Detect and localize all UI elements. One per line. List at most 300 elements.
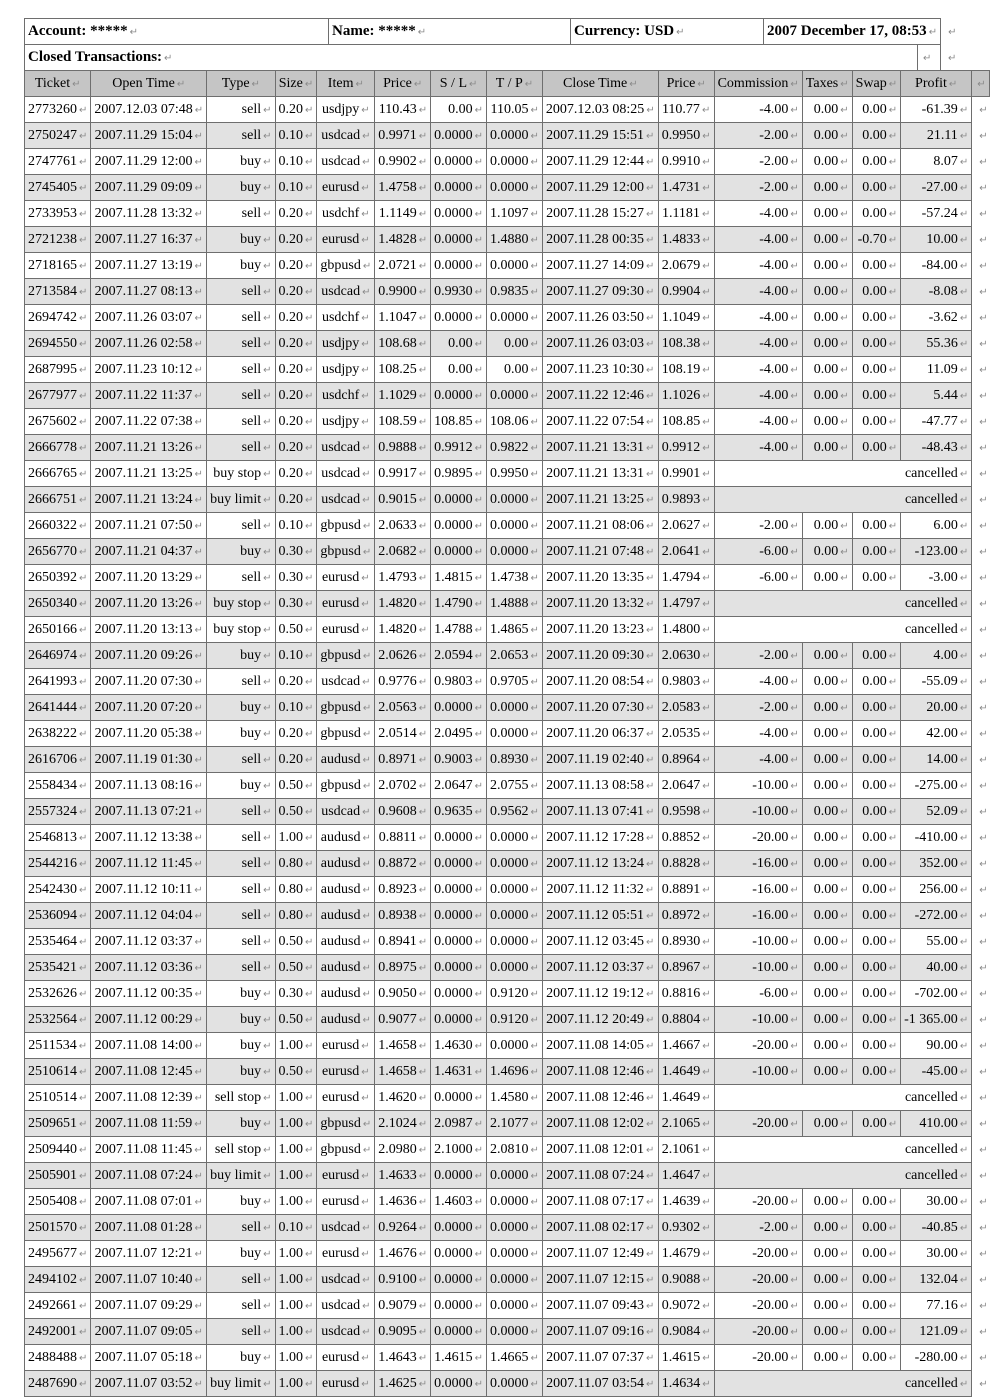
cell-ticket: 2532626 ↵	[25, 981, 91, 1007]
cell-end-marker: ↵	[194, 156, 203, 168]
cell-end-marker: ↵	[888, 234, 898, 246]
cell-end-marker: ↵	[194, 1170, 203, 1182]
cell-end-marker: ↵	[979, 364, 988, 376]
cell-size: 0.50 ↵	[275, 955, 317, 981]
cell-end-marker: ↵	[530, 1196, 539, 1208]
cell-end-marker: ↵	[840, 364, 849, 376]
cell-end-marker: ↵	[702, 546, 711, 558]
cell-type: sell ↵	[207, 747, 275, 773]
cell-tp: 0.0000 ↵	[487, 721, 543, 747]
col-header-item: Item ↵	[317, 71, 375, 97]
cell-end-marker: ↵	[79, 130, 88, 142]
cell-close-time: 2007.11.07 12:15 ↵	[542, 1267, 658, 1293]
cell-item: usdcad ↵	[317, 123, 375, 149]
cell-end-marker: ↵	[305, 1040, 314, 1052]
cell-end-marker: ↵	[362, 442, 371, 454]
cell-end-marker: ↵	[702, 702, 711, 714]
cell-end-marker: ↵	[646, 1326, 655, 1338]
cell-end-marker: ↵	[646, 1274, 655, 1286]
cell-end-marker: ↵	[79, 286, 88, 298]
cell-swap: 0.00 ↵	[852, 1007, 901, 1033]
cell-end-marker: ↵	[840, 338, 849, 350]
cell-end-marker: ↵	[194, 936, 203, 948]
cell-profit: -61.39 ↵	[901, 97, 972, 123]
cell-end-marker: ↵	[840, 1300, 849, 1312]
cell-end-marker: ↵	[888, 754, 898, 766]
cell-size: 0.20 ↵	[275, 747, 317, 773]
cell-end-marker: ↵	[361, 104, 370, 116]
cell-sl: 2.0647 ↵	[431, 773, 487, 799]
cell-end-marker: ↵	[194, 416, 203, 428]
cell-end-marker: ↵	[79, 494, 88, 506]
cell-end-marker: ↵	[979, 546, 988, 558]
cell-end-marker: ↵	[790, 1352, 799, 1364]
cell-end-marker: ↵	[646, 572, 655, 584]
cell-end-marker: ↵	[129, 27, 138, 38]
cell-sl: 0.0000 ↵	[431, 877, 487, 903]
cell-end-marker: ↵	[979, 728, 988, 740]
cell-end-marker: ↵	[888, 156, 898, 168]
cell-end-marker: ↵	[790, 442, 799, 454]
cell-end-marker: ↵	[474, 338, 484, 350]
cell-close-price: 1.1026 ↵	[658, 383, 714, 409]
cell-end-marker: ↵	[530, 806, 539, 818]
cell-end-marker: ↵	[702, 1222, 711, 1234]
cell-end-marker: ↵	[305, 936, 314, 948]
cell-end-marker: ↵	[194, 1352, 203, 1364]
cell-ticket: 2488488 ↵	[25, 1345, 91, 1371]
cell-end-marker: ↵	[646, 1222, 655, 1234]
cell-end-marker: ↵	[305, 442, 314, 454]
cell-end-marker: ↵	[474, 546, 484, 558]
cell-size: 0.20 ↵	[275, 97, 317, 123]
cell-close-time: 2007.11.13 07:41 ↵	[542, 799, 658, 825]
row-end-marker-cell	[972, 617, 989, 643]
row-end-marker-cell	[972, 1007, 989, 1033]
cell-end-marker: ↵	[305, 1300, 314, 1312]
cell-end-marker: ↵	[418, 416, 428, 428]
cell-end-marker: ↵	[979, 182, 988, 194]
cell-sl: 1.4615 ↵	[431, 1345, 487, 1371]
cell-end-marker: ↵	[646, 962, 655, 974]
cell-tp: 0.0000 ↵	[487, 383, 543, 409]
cell-item: usdchf ↵	[317, 383, 375, 409]
cell-taxes: 0.00 ↵	[802, 747, 852, 773]
cell-item: usdcad ↵	[317, 487, 375, 513]
cell-end-marker: ↵	[959, 182, 969, 194]
cell-end-marker: ↵	[418, 1144, 428, 1156]
cell-end-marker: ↵	[474, 728, 484, 740]
cell-end-marker: ↵	[418, 130, 428, 142]
cell-swap: 0.00 ↵	[852, 721, 901, 747]
cell-item: eurusd ↵	[317, 1189, 375, 1215]
cell-close-time: 2007.11.28 15:27 ↵	[542, 201, 658, 227]
cell-open-time: 2007.11.08 12:39 ↵	[91, 1085, 207, 1111]
cell-end-marker: ↵	[362, 1274, 371, 1286]
cell-end-marker: ↵	[959, 1092, 969, 1104]
cell-close-time: 2007.11.08 12:46 ↵	[542, 1059, 658, 1085]
cell-end-marker: ↵	[888, 1222, 898, 1234]
cell-end-marker: ↵	[524, 78, 534, 90]
cell-commission: -10.00 ↵	[714, 955, 802, 981]
cell-open-time: 2007.11.21 13:25 ↵	[91, 461, 207, 487]
cell-sl: 1.4630 ↵	[431, 1033, 487, 1059]
cell-end-marker: ↵	[888, 676, 898, 688]
cell-type: buy ↵	[207, 1059, 275, 1085]
cell-end-marker: ↵	[979, 1274, 988, 1286]
cell-ticket: 2532564 ↵	[25, 1007, 91, 1033]
cell-swap: 0.00 ↵	[852, 669, 901, 695]
cell-end-marker: ↵	[840, 1248, 849, 1260]
cell-end-marker: ↵	[790, 1066, 799, 1078]
cell-swap: 0.00 ↵	[852, 175, 901, 201]
cell-sl: 0.0000 ↵	[431, 1371, 487, 1397]
cell-ticket: 2694742 ↵	[25, 305, 91, 331]
col-header-taxes: Taxes ↵	[802, 71, 852, 97]
cell-end-marker: ↵	[79, 702, 88, 714]
cell-end-marker: ↵	[263, 1274, 272, 1286]
cell-tp: 0.0000 ↵	[487, 903, 543, 929]
cell-ticket: 2641444 ↵	[25, 695, 91, 721]
cell-end-marker: ↵	[646, 416, 655, 428]
cell-commission: -10.00 ↵	[714, 929, 802, 955]
cell-end-marker: ↵	[629, 78, 638, 90]
cell-taxes: 0.00 ↵	[802, 851, 852, 877]
cell-size: 1.00 ↵	[275, 1033, 317, 1059]
cell-taxes: 0.00 ↵	[802, 123, 852, 149]
cell-tp: 0.0000 ↵	[487, 825, 543, 851]
cell-type: buy ↵	[207, 773, 275, 799]
cell-taxes: 0.00 ↵	[802, 721, 852, 747]
cell-end-marker: ↵	[840, 702, 849, 714]
cell-item: gbpusd ↵	[317, 1137, 375, 1163]
cell-end-marker: ↵	[362, 546, 372, 558]
cell-size: 0.20 ↵	[275, 253, 317, 279]
cell-sl: 0.00 ↵	[431, 357, 487, 383]
cell-end-marker: ↵	[474, 884, 484, 896]
cell-end-marker: ↵	[702, 754, 711, 766]
cell-end-marker: ↵	[305, 468, 314, 480]
cell-end-marker: ↵	[888, 286, 898, 298]
cell-open-time: 2007.11.08 14:00 ↵	[91, 1033, 207, 1059]
cell-end-marker: ↵	[790, 1274, 799, 1286]
cell-close-time: 2007.11.08 02:17 ↵	[542, 1215, 658, 1241]
cell-type: sell ↵	[207, 851, 275, 877]
cell-end-marker: ↵	[305, 520, 314, 532]
cell-swap: 0.00 ↵	[852, 305, 901, 331]
cell-end-marker: ↵	[702, 364, 711, 376]
cell-end-marker: ↵	[263, 1326, 272, 1338]
transaction-row	[25, 1163, 990, 1189]
cell-type: sell ↵	[207, 955, 275, 981]
cell-item: usdcad ↵	[317, 149, 375, 175]
cell-profit: 30.00 ↵	[901, 1241, 972, 1267]
cell-profit: -1 365.00 ↵	[901, 1007, 972, 1033]
cell-sl: 2.0987 ↵	[431, 1111, 487, 1137]
row-end-marker-cell	[972, 201, 989, 227]
row-end-marker-cell	[972, 1137, 989, 1163]
cell-close-price: 0.8891 ↵	[658, 877, 714, 903]
cell-end-marker: ↵	[702, 130, 711, 142]
cell-price: 1.4636 ↵	[375, 1189, 431, 1215]
cell-ticket: 2677977 ↵	[25, 383, 91, 409]
cell-tp: 0.0000 ↵	[487, 149, 543, 175]
cell-end-marker: ↵	[646, 1066, 655, 1078]
cell-close-price: 1.4649 ↵	[658, 1085, 714, 1111]
cell-end-marker: ↵	[979, 806, 988, 818]
cell-end-marker: ↵	[959, 1196, 969, 1208]
cell-end-marker: ↵	[263, 416, 272, 428]
cell-end-marker: ↵	[305, 1196, 314, 1208]
cell-open-time: 2007.11.08 11:59 ↵	[91, 1111, 207, 1137]
cell-end-marker: ↵	[361, 1040, 370, 1052]
cell-end-marker: ↵	[646, 130, 655, 142]
cell-close-time: 2007.11.20 09:30 ↵	[542, 643, 658, 669]
row-end-marker-cell	[972, 695, 989, 721]
cell-tp: 0.0000 ↵	[487, 539, 543, 565]
cell-swap: 0.00 ↵	[852, 565, 901, 591]
cell-end-marker: ↵	[959, 702, 969, 714]
transaction-row	[25, 1189, 990, 1215]
cell-end-marker: ↵	[263, 728, 272, 740]
cell-open-time: 2007.11.23 10:12 ↵	[91, 357, 207, 383]
section-title-row	[25, 45, 959, 71]
cell-open-time: 2007.11.21 13:26 ↵	[91, 435, 207, 461]
cell-price: 1.4793 ↵	[375, 565, 431, 591]
cell-end-marker: ↵	[418, 1170, 428, 1182]
transaction-row	[25, 149, 990, 175]
cell-end-marker: ↵	[790, 754, 799, 766]
cell-end-marker: ↵	[646, 936, 655, 948]
row-end-marker-cell	[972, 747, 989, 773]
cell-end-marker: ↵	[790, 546, 799, 558]
cell-end-marker: ↵	[790, 286, 799, 298]
cell-swap: 0.00 ↵	[852, 955, 901, 981]
cell-end-marker: ↵	[418, 884, 428, 896]
cell-tp: 1.1097 ↵	[487, 201, 543, 227]
transaction-row	[25, 331, 990, 357]
cell-price: 0.8941 ↵	[375, 929, 431, 955]
cell-commission: -10.00 ↵	[714, 1059, 802, 1085]
cell-end-marker: ↵	[959, 1378, 969, 1390]
cell-end-marker: ↵	[263, 468, 272, 480]
cell-end-marker: ↵	[194, 1144, 203, 1156]
cell-close-time: 2007.11.23 10:30 ↵	[542, 357, 658, 383]
cell-end-marker: ↵	[362, 130, 371, 142]
cell-end-marker: ↵	[888, 442, 898, 454]
cell-end-marker: ↵	[530, 1274, 539, 1286]
cell-profit: 410.00 ↵	[901, 1111, 972, 1137]
cell-size: 0.10 ↵	[275, 1215, 317, 1241]
row-end-marker-cell	[972, 123, 989, 149]
cell-size: 1.00 ↵	[275, 1267, 317, 1293]
cell-open-time: 2007.11.08 01:28 ↵	[91, 1215, 207, 1241]
col-header-swap: Swap ↵	[852, 71, 901, 97]
cell-end-marker: ↵	[474, 1196, 484, 1208]
cell-end-marker: ↵	[646, 1300, 655, 1312]
cell-end-marker: ↵	[790, 1222, 799, 1234]
cell-open-time: 2007.11.29 09:09 ↵	[91, 175, 207, 201]
section-title-cell	[25, 45, 918, 71]
cell-item: eurusd ↵	[317, 1345, 375, 1371]
cell-end-marker: ↵	[79, 442, 88, 454]
cell-end-marker: ↵	[959, 1326, 969, 1338]
cell-end-marker: ↵	[702, 624, 711, 636]
cell-end-marker: ↵	[888, 988, 898, 1000]
cell-tp: 0.0000 ↵	[487, 305, 543, 331]
cell-end-marker: ↵	[474, 286, 484, 298]
cell-end-marker: ↵	[840, 1014, 849, 1026]
cell-end-marker: ↵	[959, 156, 969, 168]
cell-end-marker: ↵	[474, 390, 484, 402]
cell-size: 0.20 ↵	[275, 357, 317, 383]
cell-type: sell ↵	[207, 1293, 275, 1319]
cell-close-time: 2007.11.29 12:44 ↵	[542, 149, 658, 175]
cell-end-marker: ↵	[474, 936, 484, 948]
cell-end-marker: ↵	[474, 858, 484, 870]
transaction-row	[25, 1371, 990, 1397]
cell-end-marker: ↵	[79, 390, 88, 402]
cell-end-marker: ↵	[418, 728, 428, 740]
cell-close-time: 2007.11.27 14:09 ↵	[542, 253, 658, 279]
cell-end-marker: ↵	[361, 1248, 370, 1260]
cell-ticket: 2536094 ↵	[25, 903, 91, 929]
cell-end-marker: ↵	[263, 1014, 272, 1026]
cell-end-marker: ↵	[702, 1170, 711, 1182]
cell-open-time: 2007.11.12 11:45 ↵	[91, 851, 207, 877]
cell-end-marker: ↵	[305, 416, 314, 428]
cell-size: 1.00 ↵	[275, 1189, 317, 1215]
cell-end-marker: ↵	[530, 182, 539, 194]
cell-close-price: 0.9302 ↵	[658, 1215, 714, 1241]
cell-end-marker: ↵	[194, 104, 204, 116]
cell-type: buy ↵	[207, 695, 275, 721]
cell-size: 0.20 ↵	[275, 227, 317, 253]
row-end-marker-cell	[972, 877, 989, 903]
cell-end-marker: ↵	[979, 1092, 988, 1104]
cell-end-marker: ↵	[790, 1300, 799, 1312]
cell-end-marker: ↵	[702, 520, 711, 532]
cell-close-time: 2007.11.12 20:49 ↵	[542, 1007, 658, 1033]
cell-end-marker: ↵	[959, 1248, 969, 1260]
cell-end-marker: ↵	[959, 104, 969, 116]
cell-end-marker: ↵	[362, 936, 371, 948]
cell-end-marker: ↵	[702, 1118, 711, 1130]
cell-end-marker: ↵	[840, 130, 849, 142]
cell-tp: 0.9705 ↵	[487, 669, 543, 695]
cell-sl: 0.0000 ↵	[431, 305, 487, 331]
cell-ticket: 2650340 ↵	[25, 591, 91, 617]
cell-price: 0.9902 ↵	[375, 149, 431, 175]
transaction-row	[25, 435, 990, 461]
cell-price: 0.8975 ↵	[375, 955, 431, 981]
cell-price: 0.9776 ↵	[375, 669, 431, 695]
cell-end-marker: ↵	[418, 858, 428, 870]
cell-end-marker: ↵	[305, 234, 314, 246]
cell-end-marker: ↵	[530, 1378, 539, 1390]
cell-commission: -6.00 ↵	[714, 539, 802, 565]
cell-end-marker: ↵	[79, 962, 88, 974]
cell-close-price: 2.0641 ↵	[658, 539, 714, 565]
cell-end-marker: ↵	[959, 312, 969, 324]
cell-end-marker: ↵	[702, 234, 711, 246]
cell-open-time: 2007.11.12 10:11 ↵	[91, 877, 207, 903]
cell-end-marker: ↵	[194, 208, 203, 220]
cell-end-marker: ↵	[305, 1118, 314, 1130]
cell-item: usdjpy ↵	[317, 97, 375, 123]
cell-taxes: 0.00 ↵	[802, 565, 852, 591]
cell-end-marker: ↵	[530, 234, 539, 246]
cell-end-marker: ↵	[79, 832, 88, 844]
cell-close-time: 2007.12.03 08:25 ↵	[542, 97, 658, 123]
cell-commission: -20.00 ↵	[714, 1033, 802, 1059]
row-end-marker-cell	[972, 929, 989, 955]
cell-close-price: 1.4679 ↵	[658, 1241, 714, 1267]
row-end-marker-cell	[972, 1059, 989, 1085]
cell-swap: 0.00 ↵	[852, 1189, 901, 1215]
cell-end-marker: ↵	[305, 390, 314, 402]
cell-end-marker: ↵	[263, 520, 272, 532]
row-end-marker-cell	[941, 19, 959, 45]
cell-end-marker: ↵	[263, 130, 272, 142]
cell-size: 0.30 ↵	[275, 539, 317, 565]
cell-item: eurusd ↵	[317, 1085, 375, 1111]
cell-end-marker: ↵	[418, 104, 428, 116]
cell-end-marker: ↵	[79, 468, 88, 480]
cell-end-marker: ↵	[790, 78, 799, 90]
row-end-marker-cell	[972, 409, 989, 435]
cell-price: 110.43 ↵	[375, 97, 431, 123]
row-end-marker-cell	[972, 305, 989, 331]
cell-end-marker: ↵	[418, 1326, 428, 1338]
cell-cancelled-status: cancelled ↵	[714, 461, 972, 487]
cell-end-marker: ↵	[888, 962, 898, 974]
cell-end-marker: ↵	[646, 988, 655, 1000]
cell-taxes: 0.00 ↵	[802, 1033, 852, 1059]
cell-sl: 0.9912 ↵	[431, 435, 487, 461]
cell-end-marker: ↵	[530, 104, 539, 116]
cell-item: usdcad ↵	[317, 669, 375, 695]
cell-swap: 0.00 ↵	[852, 513, 901, 539]
cell-swap: 0.00 ↵	[852, 1267, 901, 1293]
cell-end-marker: ↵	[418, 520, 428, 532]
cell-end-marker: ↵	[361, 1378, 370, 1390]
cell-open-time: 2007.11.12 03:37 ↵	[91, 929, 207, 955]
cell-end-marker: ↵	[79, 572, 88, 584]
cell-commission: -20.00 ↵	[714, 1241, 802, 1267]
cell-end-marker: ↵	[530, 936, 539, 948]
row-end-marker-cell	[972, 799, 989, 825]
cell-ticket: 2721238 ↵	[25, 227, 91, 253]
cell-end-marker: ↵	[530, 312, 539, 324]
cell-end-marker: ↵	[263, 234, 272, 246]
cell-end-marker: ↵	[418, 156, 428, 168]
cell-size: 0.10 ↵	[275, 643, 317, 669]
row-end-marker-cell	[972, 331, 989, 357]
cell-sl: 0.9930 ↵	[431, 279, 487, 305]
cell-end-marker: ↵	[305, 286, 314, 298]
cell-close-price: 1.4649 ↵	[658, 1059, 714, 1085]
cell-open-time: 2007.11.12 03:36 ↵	[91, 955, 207, 981]
cell-end-marker: ↵	[702, 286, 711, 298]
cell-end-marker: ↵	[959, 936, 969, 948]
cell-end-marker: ↵	[702, 1196, 711, 1208]
cell-end-marker: ↵	[702, 468, 711, 480]
transaction-row	[25, 305, 990, 331]
cell-end-marker: ↵	[361, 1092, 370, 1104]
cell-end-marker: ↵	[840, 754, 849, 766]
cell-end-marker: ↵	[790, 702, 799, 714]
